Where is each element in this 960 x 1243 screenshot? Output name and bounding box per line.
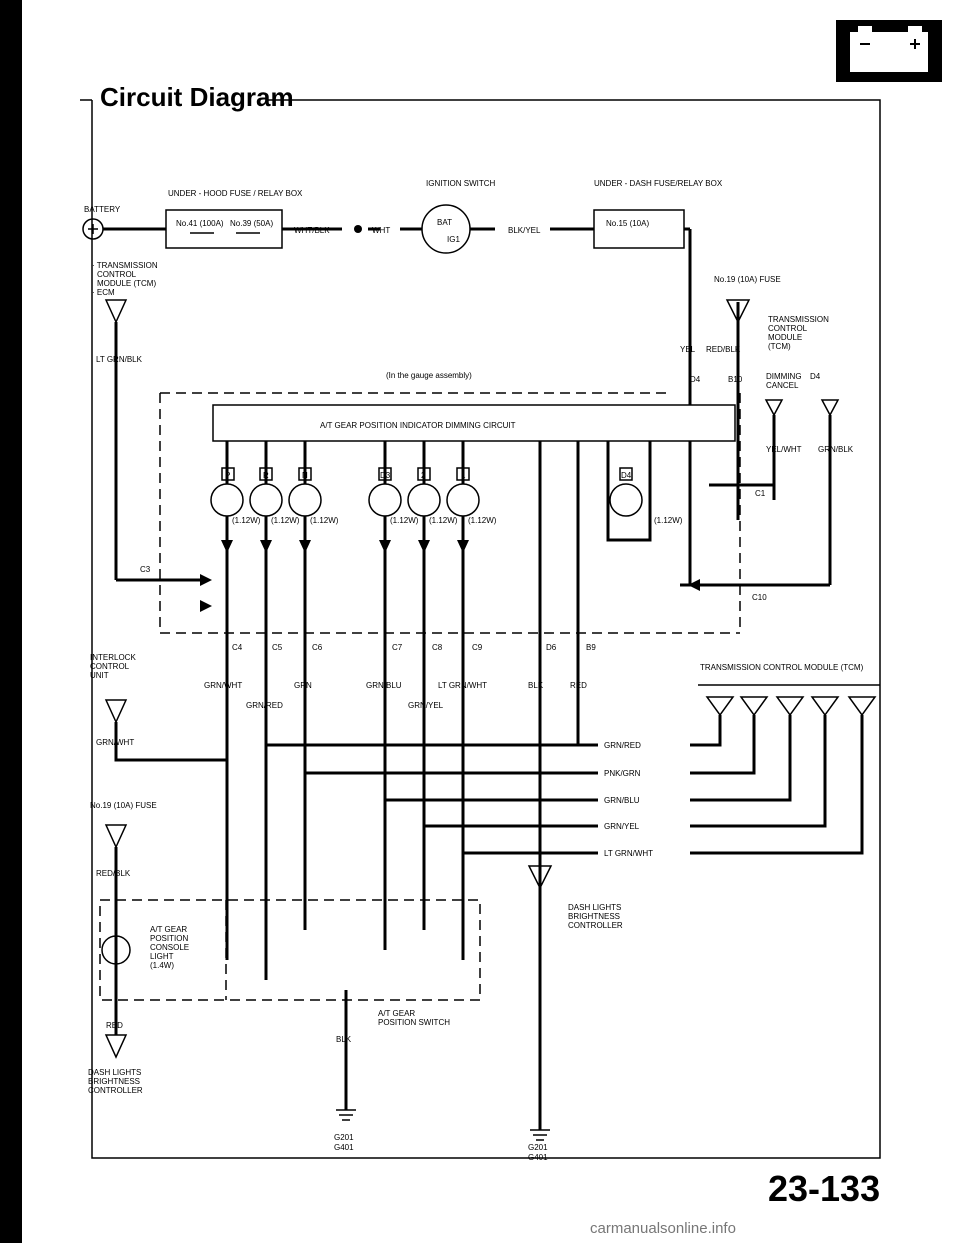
label-c5: C5 xyxy=(272,643,283,652)
label-dash-lights-left-3: CONTROLLER xyxy=(88,1086,143,1095)
label-fuse19-top: No.19 (10A) FUSE xyxy=(714,275,781,284)
label-c4: C4 xyxy=(232,643,243,652)
label-dash-lights-right-2: BRIGHTNESS xyxy=(568,912,621,921)
label-bulb-rating-2: (1.12W) xyxy=(429,516,458,525)
label-yel-wht: YEL/WHT xyxy=(766,445,802,454)
label-b9: B9 xyxy=(586,643,596,652)
label-fuse15: No.15 (10A) xyxy=(606,219,650,228)
label-gear-2: 2 xyxy=(421,471,426,480)
label-red-blk: RED/BLK xyxy=(706,345,741,354)
label-position-switch-2: POSITION SWITCH xyxy=(378,1018,450,1027)
label-dimming-cancel-2: CANCEL xyxy=(766,381,799,390)
label-console-light-5: (1.4W) xyxy=(150,961,174,970)
label-c8: C8 xyxy=(432,643,443,652)
position-switch-box xyxy=(100,866,551,1140)
label-grn-blk: GRN/BLK xyxy=(818,445,854,454)
label-grn-yel-top: GRN/YEL xyxy=(408,701,444,710)
label-c7: C7 xyxy=(392,643,403,652)
label-gear-d4-cancel: D4 xyxy=(810,372,821,381)
label-gear-d4: D4 xyxy=(621,471,632,480)
label-ignition-switch: IGNITION SWITCH xyxy=(426,179,496,188)
label-yel: YEL xyxy=(680,345,696,354)
gear-letter-boxes xyxy=(222,468,632,480)
label-bat: BAT xyxy=(437,218,452,227)
label-bulb-rating-n: (1.12W) xyxy=(310,516,339,525)
label-under-dash-box: UNDER - DASH FUSE/RELAY BOX xyxy=(594,179,723,188)
label-dimming-cancel-1: DIMMING xyxy=(766,372,802,381)
label-gear-n: N xyxy=(302,471,308,480)
label-bulb-rating-r: (1.12W) xyxy=(271,516,300,525)
label-grn-blu-top: GRN/BLU xyxy=(366,681,402,690)
label-tcm-ecm-4: · ECM xyxy=(92,288,115,297)
ecm-feed xyxy=(106,300,200,580)
label-d6: D6 xyxy=(546,643,557,652)
label-gear-r: R xyxy=(263,471,269,480)
label-bulb-rating-p: (1.12W) xyxy=(232,516,261,525)
label-tcm-right-4: (TCM) xyxy=(768,342,791,351)
label-lt-grn-wht-top: LT GRN/WHT xyxy=(438,681,488,690)
label-wht: WHT xyxy=(372,226,391,235)
label-interlock-2: CONTROL xyxy=(90,662,130,671)
label-dash-lights-left-1: DASH LIGHTS xyxy=(88,1068,142,1077)
label-fuse39: No.39 (50A) xyxy=(230,219,274,228)
label-red-left: RED xyxy=(106,1021,123,1030)
label-c9: C9 xyxy=(472,643,483,652)
label-bulb-rating-d3: (1.12W) xyxy=(390,516,419,525)
label-dash-lights-right-1: DASH LIGHTS xyxy=(568,903,622,912)
label-gear-d3: D3 xyxy=(380,471,391,480)
label-grn-wht-left: GRN/WHT xyxy=(96,738,135,747)
label-blk-bottom: BLK xyxy=(336,1035,352,1044)
label-blk-top: BLK xyxy=(528,681,544,690)
label-wht-blk: WHT/BLK xyxy=(294,226,330,235)
label-console-light-2: POSITION xyxy=(150,934,189,943)
label-ig1: IG1 xyxy=(447,235,460,244)
label-red-top: RED xyxy=(570,681,587,690)
label-gear-1: 1 xyxy=(461,471,466,480)
label-console-light-4: LIGHT xyxy=(150,952,174,961)
label-dash-lights-left-2: BRIGHTNESS xyxy=(88,1077,141,1086)
label-grn: GRN xyxy=(294,681,312,690)
label-c1: C1 xyxy=(755,489,766,498)
right-feed xyxy=(680,300,838,585)
label-tcm-right-3: MODULE xyxy=(768,333,803,342)
label-tcm-ecm-1: · TRANSMISSION xyxy=(92,261,158,270)
label-grn-wht: GRN/WHT xyxy=(204,681,243,690)
label-console-light-3: CONSOLE xyxy=(150,943,190,952)
label-grn-blu: GRN/BLU xyxy=(604,796,640,805)
label-under-hood-box: UNDER - HOOD FUSE / RELAY BOX xyxy=(168,189,303,198)
label-gear-p: P xyxy=(225,471,231,480)
label-b10: B10 xyxy=(728,375,743,384)
label-gauge-assembly: (In the gauge assembly) xyxy=(386,371,472,380)
label-g401-right: G401 xyxy=(528,1153,548,1162)
label-d4: D4 xyxy=(690,375,701,384)
label-fuse41: No.41 (100A) xyxy=(176,219,224,228)
label-bulb-rating-1: (1.12W) xyxy=(468,516,497,525)
label-c6: C6 xyxy=(312,643,323,652)
label-tcm-ecm-3: MODULE (TCM) xyxy=(97,279,157,288)
label-grn-red-top: GRN/RED xyxy=(246,701,283,710)
label-position-switch-1: A/T GEAR xyxy=(378,1009,416,1018)
label-g201-right: G201 xyxy=(528,1143,548,1152)
label-c3: C3 xyxy=(140,565,151,574)
label-c10: C10 xyxy=(752,593,767,602)
page-title: Circuit Diagram xyxy=(100,82,294,112)
label-interlock-1: INTERLOCK xyxy=(90,653,136,662)
label-grn-red: GRN/RED xyxy=(604,741,641,750)
label-red-blk-left: RED/BLK xyxy=(96,869,131,878)
watermark: carmanualsonline.info xyxy=(590,1220,736,1237)
harness-wiring xyxy=(227,660,880,1130)
label-dash-lights-right-3: CONTROLLER xyxy=(568,921,623,930)
label-grn-yel: GRN/YEL xyxy=(604,822,640,831)
label-pnk-grn: PNK/GRN xyxy=(604,769,641,778)
label-console-light-1: A/T GEAR xyxy=(150,925,188,934)
label-dimming-circuit: A/T GEAR POSITION INDICATOR DIMMING CIRCUIT xyxy=(320,421,516,430)
battery-icon xyxy=(836,20,942,82)
label-interlock-3: UNIT xyxy=(90,671,109,680)
label-tcm-right-1: TRANSMISSION xyxy=(768,315,829,324)
label-g201-left: G201 xyxy=(334,1133,354,1142)
label-g401-left: G401 xyxy=(334,1143,354,1152)
left-branch xyxy=(102,700,227,1057)
label-bulb-rating-d4: (1.12W) xyxy=(654,516,683,525)
label-blk-yel: BLK/YEL xyxy=(508,226,541,235)
label-tcm-bottom: TRANSMISSION CONTROL MODULE (TCM) xyxy=(700,663,864,672)
label-fuse19-left: No.19 (10A) FUSE xyxy=(90,801,157,810)
label-lt-grn-wht: LT GRN/WHT xyxy=(604,849,654,858)
label-battery: BATTERY xyxy=(84,205,121,214)
label-lt-grn-blk: LT GRN/BLK xyxy=(96,355,142,364)
label-tcm-ecm-2: CONTROL xyxy=(97,270,137,279)
page-number: 23-133 xyxy=(768,1168,881,1209)
label-tcm-right-2: CONTROL xyxy=(768,324,808,333)
